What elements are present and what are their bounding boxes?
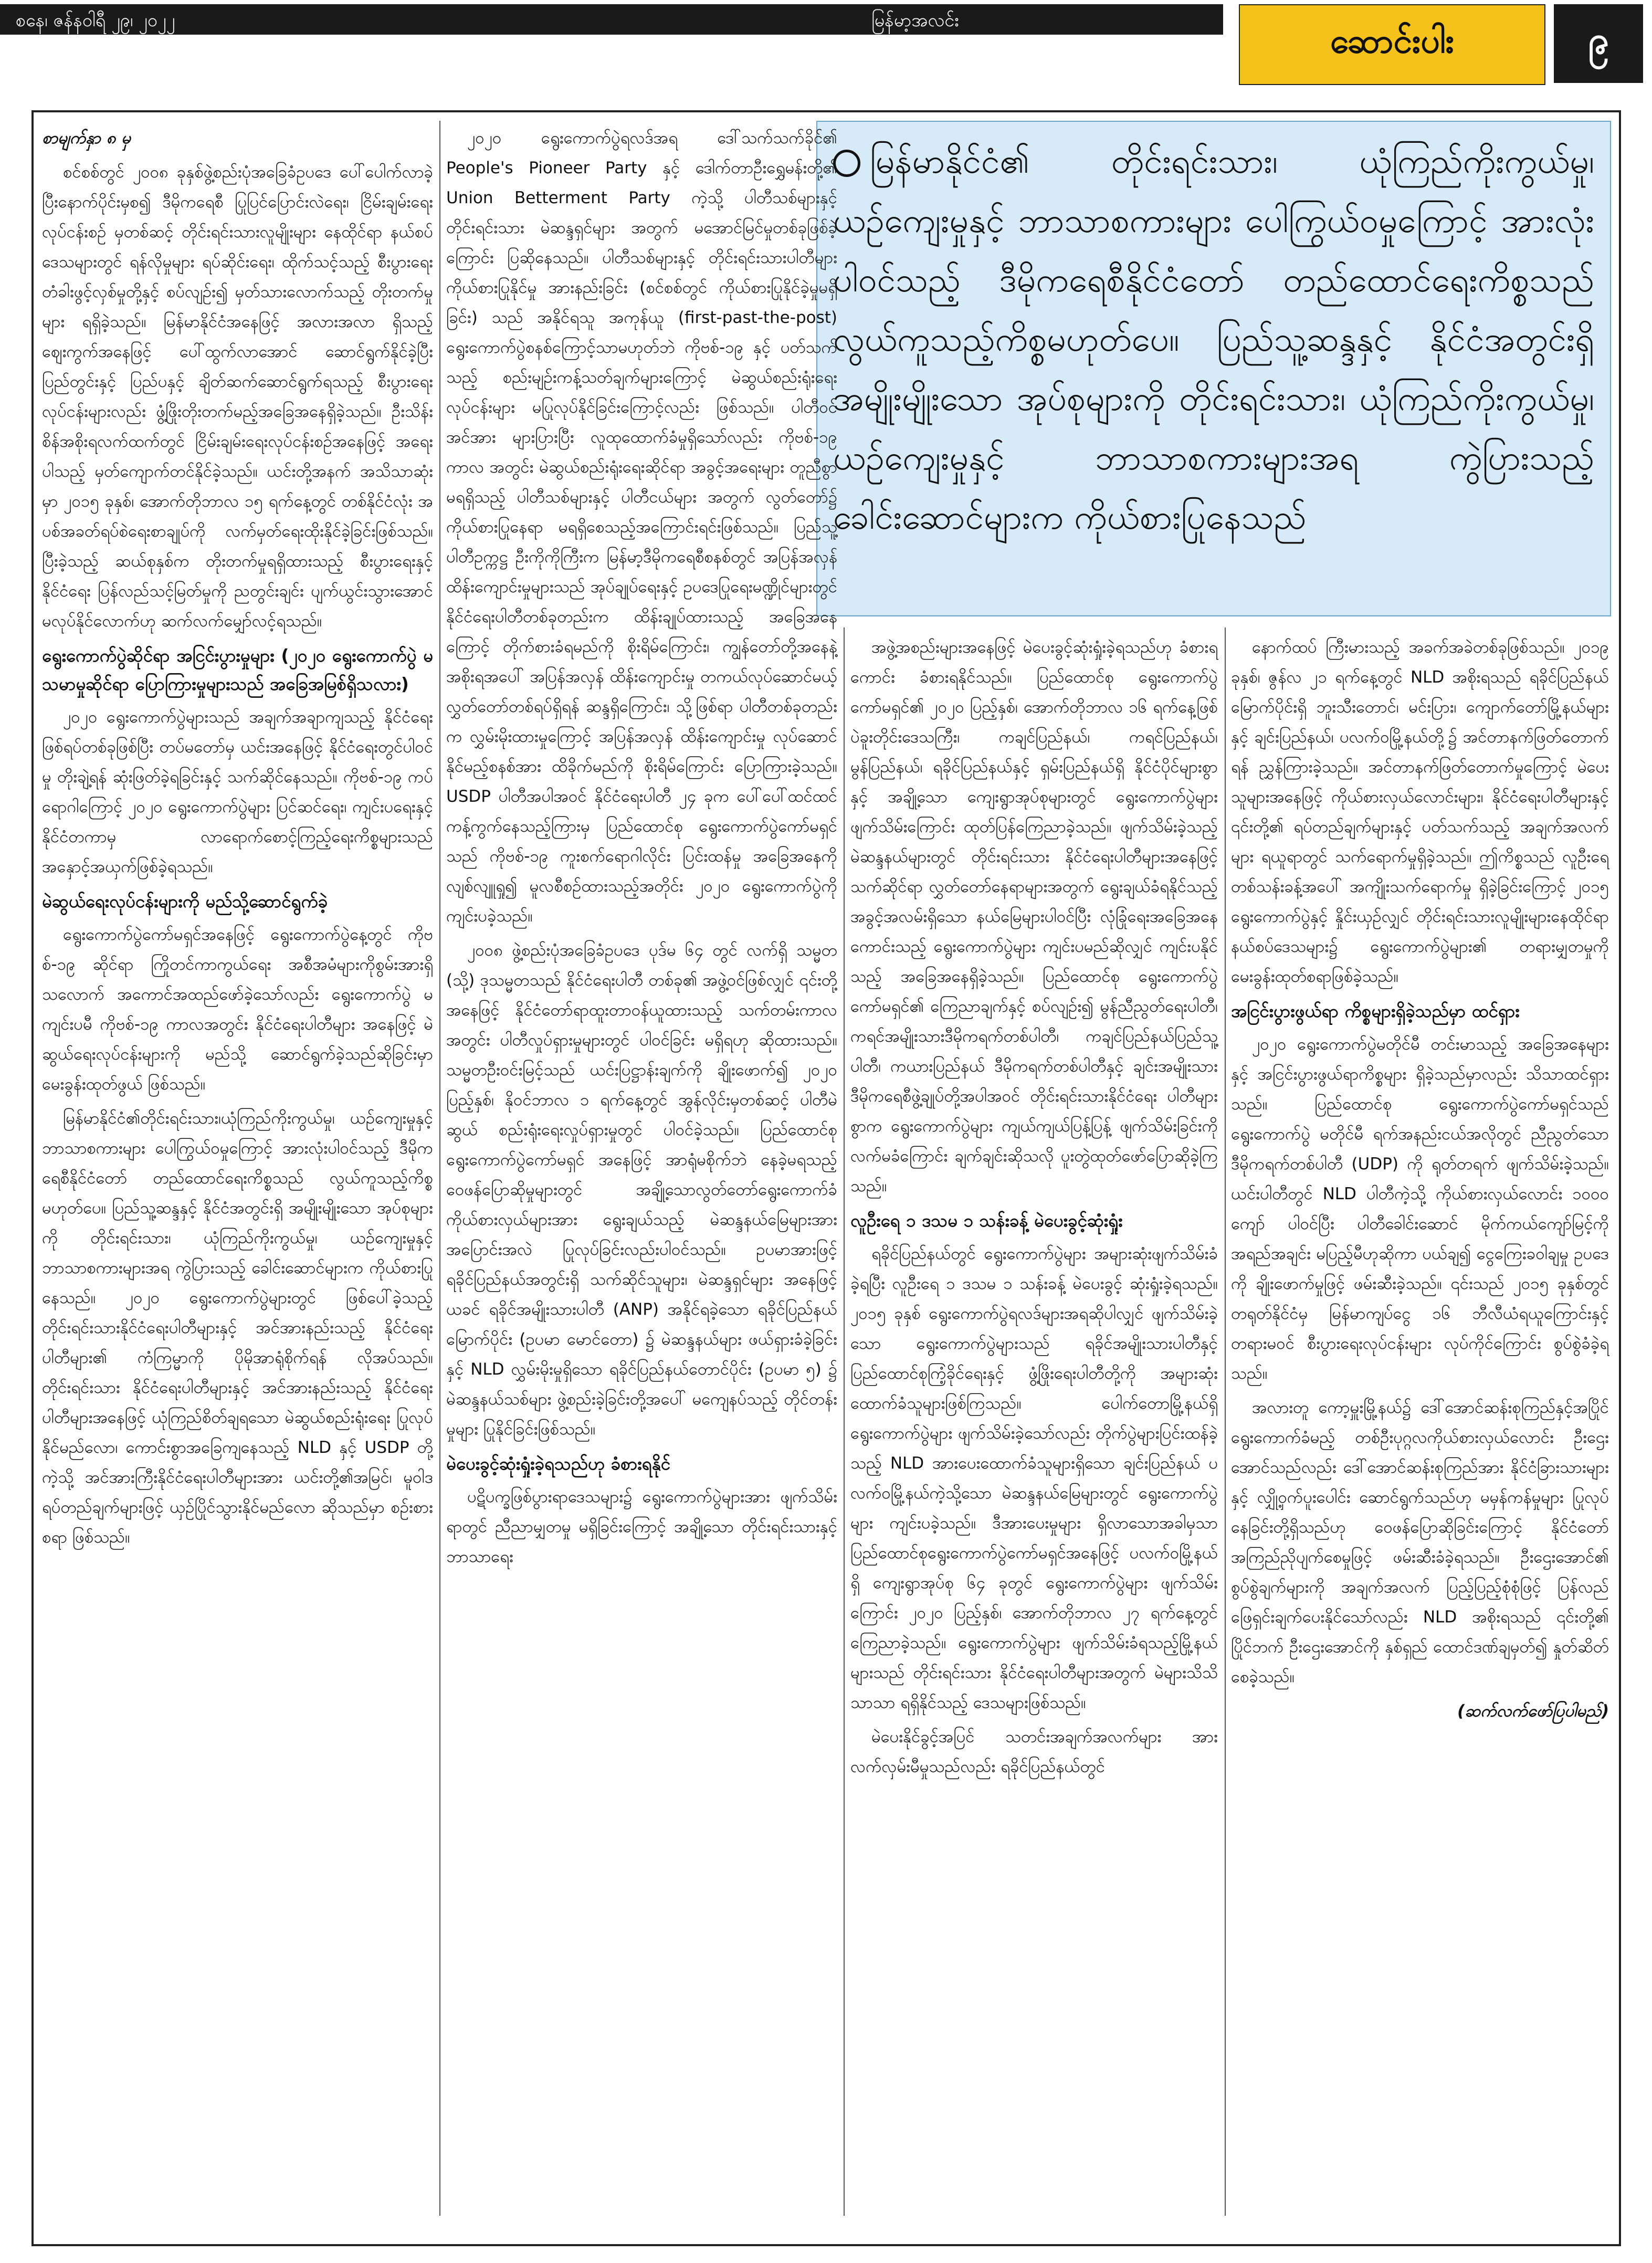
paragraph: မြန်မာနိုင်ငံ၏တိုင်းရင်းသား၊ယုံကြည်ကိုးကွယ်မှု၊ ယဉ်ကျေးမှုနှင့် ဘာသာစကားများ ပေါကြွယ်ဝမှုကြောင့် အားလုံးပါဝင်သည့် ဒီမိုကရေစီနိုင်ငံတော် တည်ထောင်ရေးကိစ္စသည် လွယ်ကူသည့်ကိစ္စ မဟုတ်ပေ။ ပြည်သူ့ဆန္ဒနှင့် နိုင်ငံအတွင်းရှိ အမျိုးမျိုးသော အုပ်စုများကို တိုင်းရင်းသား၊ ယုံကြည်ကိုးကွယ်မှု၊ ယဉ်ကျေးမှုနှင့် ဘာသာစကားများအရ ကွဲပြားသည့် ခေါင်းဆောင်များက ကိုယ်စားပြုနေသည်။ ၂၀၂၀ ရွေးကောက်ပွဲများတွင် ဖြစ်ပေါ်ခဲ့သည့် တိုင်းရင်းသားနိုင်ငံရေးပါတီများနှင့် အင်အားနည်းသည့် နိုင်ငံရေးပါတီများ၏ ကံကြမ္မာကို ပိုမိုအာရုံစိုက်ရန် လိုအပ်သည်။ တိုင်းရင်းသား နိုင်ငံရေးပါတီများနှင့် အင်အားနည်းသည့် နိုင်ငံရေးပါတီများအနေဖြင့် ယုံကြည်စိတ်ချရသော မဲဆွယ်စည်းရုံးရေး ပြုလုပ်နိုင်မည်လော၊ ကောင်းစွာအခြေကျနေသည့် NLD နှင့် USDP တို့ ကဲ့သို့ အင်အားကြီးနိုင်ငံရေးပါတီများအား ယင်းတို့၏အမြင်၊ မူဝါဒရပ်တည်ချက်များဖြင့် ယှဉ်ပြိုင်သွားနိုင်မည်လော ဆိုသည်မှာ စဉ်းစားစရာ ဖြစ်သည်။ bbox=[42, 1109, 433, 1547]
paragraph: ရွေးကောက်ပွဲကော်မရှင်အနေဖြင့် ရွေးကောက်ပွဲနေ့တွင် ကိုဗစ်-၁၉ ဆိုင်ရာ ကြိုတင်ကာကွယ်ရေး အစီအမံများကိုစွမ်းအားရှိသလောက် အကောင်အထည်ဖော်ခဲ့သော်လည်း ရွေးကောက်ပွဲ မကျင်းပမီ ကိုဗစ်-၁၉ ကာလအတွင်း နိုင်ငံရေးပါတီများ အနေဖြင့် မဲဆွယ်ရေးလုပ်ငန်းများကို မည်သို့ ဆောင်ရွက်ခဲ့သည်ဆိုခြင်းမှာ မေးခွန်းထုတ်ဖွယ် ဖြစ်သည်။ bbox=[42, 925, 433, 1094]
paragraph: အလားတူ ကော့မှူးမြို့နယ်၌ ဒေါ်အောင်ဆန်းစုကြည်နှင့်အပြိုင် ရွေးကောက်ခံမည့် တစ်ဦးပုဂ္ဂလကိုယ်စားလှယ်လောင်း ဦးဌေးအောင်သည်လည်း ဒေါ်အောင်ဆန်းစုကြည်အား နိုင်ငံခြားသားများနှင့် လျှို့ဝှက်ပူးပေါင်း ဆောင်ရွက်သည်ဟု မမှန်ကန်မှုများ ပြုလုပ်နေခြင်းတို့ရှိသည်ဟု ဝေဖန်ပြောဆိုခြင်းကြောင့် နိုင်ငံတော်အကြည်ညိုပျက်စေမှုဖြင့် ဖမ်းဆီးခံခဲ့ရသည်။ ဦးဌေးအောင်၏ စွပ်စွဲချက်များကို အချက်အလက် ပြည့်ပြည့်စုံစုံဖြင့် ပြန်လည်ဖြေရှင်းချက်ပေးနိုင်သော်လည်း NLD အစိုးရသည် ၎င်းတို့၏ ပြိုင်ဘက် ဦးဌေးအောင်ကို နှစ်ရှည် ထောင်ဒဏ်ချမှတ်၍ နှုတ်ဆိတ်စေခဲ့သည်။ bbox=[1231, 1398, 1609, 1686]
page-header bbox=[0, 0, 1652, 108]
subheading: လူဦးရေ ၁ ဒသမ ၁ သန်းခန့် မဲပေးခွင့်ဆုံးရှုံး bbox=[850, 1210, 1123, 1231]
subheading: ရွေးကောက်ပွဲဆိုင်ရာ အငြင်းပွားမှုများ (၂၀၂၀ ရွေးကောက်ပွဲ မသမာမှုဆိုင်ရာ ပြောကြားမှုများသည် အခြေအမြစ်ရှိသလား) bbox=[42, 645, 433, 694]
column-divider bbox=[844, 627, 845, 2216]
pull-quote-text: မြန်မာနိုင်ငံ၏ တိုင်းရင်းသား၊ ယုံကြည်ကိုးကွယ်မှု၊ ယဉ်ကျေးမှုနှင့် ဘာသာစကားများ ပေါကြွယ်ဝမှုကြောင့် အားလုံးပါဝင်သည့် ဒီမိုကရေစီနိုင်ငံတော် တည်ထောင်ရေးကိစ္စသည် လွယ်ကူသည့်ကိစ္စမဟုတ်ပေ။ ပြည်သူ့ဆန္ဒနှင့် နိုင်ငံအတွင်းရှိ အမျိုးမျိုးသော အုပ်စုများကို တိုင်းရင်းသား၊ ယုံကြည်ကိုးကွယ်မှု၊ ယဉ်ကျေးမှုနှင့် ဘာသာစကားများအရ ကွဲပြားသည့် ခေါင်းဆောင်များက ကိုယ်စားပြုနေသည် bbox=[833, 142, 1594, 537]
paragraph: ၂၀၂၀ ရွေးကောက်ပွဲမတိုင်မီ တင်းမာသည့် အခြေအနေများနှင့် အငြင်းပွားဖွယ်ရာကိစ္စများ ရှိခဲ့သည်မှာလည်း သိသာထင်ရှားသည်။ ပြည်ထောင်စု ရွေးကောက်ပွဲကော်မရှင်သည် ရွေးကောက်ပွဲ မတိုင်မီ ရက်အနည်းငယ်အလိုတွင် ညီညွတ်သော ဒီမိုကရက်တစ်ပါတီ (UDP) ကို ရုတ်တရက် ဖျက်သိမ်းခဲ့သည်။ ယင်းပါတီတွင် NLD ပါတီကဲ့သို့ ကိုယ်စားလှယ်လောင်း ၁၀၀၀ ကျော် ပါဝင်ပြီး ပါတီခေါင်းဆောင် မိုက်ကယ်ကျော်မြင့်ကို အရည်အချင်း မပြည့်မီဟုဆိုကာ ပယ်ချ၍ ငွေကြေးခဝါချမှု ဥပဒေကို ချိုးဖောက်မှုဖြင့် ဖမ်းဆီးခဲ့သည်။ ၎င်းသည် ၂၀၁၅ ခုနှစ်တွင် တရုတ်နိုင်ငံမှ မြန်မာကျပ်ငွေ ၁၆ ဘီလီယံရယူကြောင်းနှင့် တရားမဝင် စီးပွားရေးလုပ်ငန်းများ လုပ်ကိုင်ကြောင်း စွပ်စွဲခံခဲ့ရသည်။ bbox=[1231, 1035, 1609, 1383]
paragraph: စင်စစ်တွင် ၂၀၀၈ ခုနှစ်ဖွဲ့စည်းပုံအခြေခံဥပဒေ ပေါ်ပေါက်လာခဲ့ပြီးနောက်ပိုင်းမှစ၍ ဒီမိုကရေစီ ပြုပြင်ပြောင်းလဲရေး၊ ငြိမ်းချမ်းရေးလုပ်ငန်းစဉ် မှတစ်ဆင့် တိုင်းရင်းသားလူမျိုးများ နေထိုင်ရာ နယ်စပ်ဒေသများတွင် ရန်လိုမှုများ ရပ်ဆိုင်းရေး၊ ထိုက်သင့်သည့် စီးပွားရေးတံခါးဖွင့်လှစ်မှုတို့နှင့် စပ်လျဉ်း၍ မှတ်သားလောက်သည့် တိုးတက်မှုများ ရရှိခဲ့သည်။ မြန်မာနိုင်ငံအနေဖြင့် အလားအလာ ရှိသည့် ဈေးကွက်အနေဖြင့် ပေါ်ထွက်လာအောင် ဆောင်ရွက်နိုင်ခဲ့ပြီး ပြည်တွင်းနှင့် ပြည်ပနှင့် ချိတ်ဆက်ဆောင်ရွက်ရသည့် စီးပွားရေးလုပ်ငန်းများလည်း ဖွံ့ဖြိုးတိုးတက်မည့်အခြေအနေရှိခဲ့သည်။ ဦးသိန်းစိန်အစိုးရလက်ထက်တွင် ငြိမ်းချမ်းရေးလုပ်ငန်းစဉ်အနေဖြင့် အရေးပါသည့် မှတ်ကျောက်တင်နိုင်ခဲ့သည်။ ယင်းတို့အနက် အသိသာဆုံးမှာ ၂၀၁၅ ခုနှစ်၊ အောက်တိုဘာလ ၁၅ ရက်နေ့တွင် တစ်နိုင်ငံလုံး အပစ်အခတ်ရပ်စဲရေးစာချုပ်ကို လက်မှတ်ရေးထိုးနိုင်ခဲ့ခြင်းဖြစ်သည်။ ပြီးခဲ့သည့် ဆယ်စုနှစ်က တိုးတက်မှုရရှိထားသည့် စီးပွားရေးနှင့် နိုင်ငံရေး ပြန်လည်သင့်မြတ်မှုကို ညတွင်းချင်း ပျက်ယွင်းသွားအောင် မလုပ်နိုင်လောက်ဟု ဆက်လက်မျှော်လင့်ရသည်။ bbox=[42, 163, 433, 631]
paragraph: ၂၀၂၀ ရွေးကောက်ပွဲရလဒ်အရ ဒေါ်သက်သက်ခိုင်၏ People's Pioneer Party နှင့် ဒေါက်တာဦးရွှေမန်းတို့၏ Union Betterment Party ကဲ့သို့ ပါတီသစ်များနှင့် တိုင်းရင်းသား မဲဆန္ဒရှင်များ အတွက် မအောင်မြင်မှုတစ်ခုဖြစ်ခဲ့ကြောင်း ပြဆိုနေသည်။ ပါတီသစ်များနှင့် တိုင်းရင်းသားပါတီများ ကိုယ်စားပြုနိုင်မှု အားနည်းခြင်း (စင်စစ်တွင် ကိုယ်စားပြုနိုင်ခဲ့မှုမရှိခြင်း) သည် အနိုင်ရသူ အကုန်ယူ (first-past-the-post) ရွေးကောက်ပွဲစနစ်ကြောင့်သာမဟုတ်ဘဲ ကိုဗစ်-၁၉ နှင့် ပတ်သက်သည့် စည်းမျဉ်းကန့်သတ်ချက်များကြောင့် မဲဆွယ်စည်းရုံးရေးလုပ်ငန်းများ မပြုလုပ်နိုင်ခြင်းကြောင့်လည်း ဖြစ်သည်။ ပါတီဝင်အင်အား များပြားပြီး လူထုထောက်ခံမှုရှိသော်လည်း ကိုဗစ်-၁၉ ကာလ အတွင်း မဲဆွယ်စည်းရုံးရေးဆိုင်ရာ အခွင့်အရေးများ တူညီစွာမရရှိသည့် ပါတီသစ်များနှင့် ပါတီငယ်များ အတွက် လွတ်တော်၌ ကိုယ်စားပြုနေရာ မရရှိစေသည့်အကြောင်းရင်းဖြစ်သည်။ ပြည်သူ့ပါတီဥက္ကဋ္ဌ ဦးကိုကိုကြီးက မြန်မာ့ဒီမိုကရေစီစနစ်တွင် အပြန်အလှန် ထိန်းကျောင်းမှုများသည် အုပ်ချုပ်ရေးနှင့် ဥပဒေပြုရေးမဏ္ဍိုင်များတွင် နိုင်ငံရေးပါတီတစ်ခုတည်းက ထိန်းချုပ်ထားသည့် အခြေအနေကြောင့် တိုက်စားခံရမည်ကို စိုးရိမ်ကြောင်း၊ ကျွန်တော်တို့အနေနဲ့ အစိုးရအပေါ် အပြန်အလှန် ထိန်းကျောင်းမှု တကယ်လုပ်ဆောင်မယ့် လွှတ်တော်တစ်ရပ်ရှိရန် ဆန္ဒရှိကြောင်း၊ သို့ဖြစ်ရာ ပါတီတစ်ခုတည်းက လွှမ်းမိုးထားမှုကြောင့် အပြန်အလှန် ထိန်းကျောင်းမှု လုပ်ဆောင်နိုင်မည့်စနစ်အား ထိခိုက်မည်ကို စိုးရိမ်ကြောင်း ပြောကြားခဲ့သည်။ USDP ပါတီအပါအဝင် နိုင်ငံရေးပါတီ ၂၄ ခုက ပေါ်ပေါ်ထင်ထင် ကန့်ကွက်နေသည့်ကြားမှ ပြည်ထောင်စု ရွေးကောက်ပွဲကော်မရှင်သည် ကိုဗစ်-၁၉ ကူးစက်ရောဂါလိုင်း ပြင်းထန်မှု အခြေအနေကို လျစ်လျူရှု၍ မူလစီစဉ်ထားသည့်အတိုင်း ၂၀၂၀ ရွေးကောက်ပွဲကို ကျင်းပခဲ့သည်။ bbox=[446, 129, 837, 926]
issue-date: စနေ၊ ဇန်နဝါရီ ၂၉၊ ၂၀၂၂ bbox=[16, 10, 175, 31]
paragraph: ပဋိပက္ခဖြစ်ပွားရာဒေသများ၌ ရွေးကောက်ပွဲများအား ဖျက်သိမ်းရာတွင် ညီညာမျှတမှု မရှိခြင်းကြောင့် အချို့သော တိုင်းရင်းသားနှင့် ဘာသာရေး bbox=[446, 1487, 837, 1566]
paragraph: ၂၀၀၈ ဖွဲ့စည်းပုံအခြေခံဥပဒေ ပုဒ်မ ၆၄ တွင် လက်ရှိ သမ္မတ (သို့) ဒုသမ္မတသည် နိုင်ငံရေးပါတီ တစ်ခု၏ အဖွဲ့ဝင်ဖြစ်လျှင် ၎င်းတို့အနေဖြင့် နိုင်ငံတော်ရာထူးတာဝန်ယူထားသည့် သက်တမ်းကာလအတွင်း ပါတီလှုပ်ရှားမှုများတွင် ပါဝင်ခြင်း မရှိရဟု ဆိုထားသည်။ သမ္မတဦးဝင်းမြင့်သည် ယင်းပြဋ္ဌာန်းချက်ကို ချိုးဖောက်၍ ၂၀၂၀ ပြည့်နှစ်၊ နိုဝင်ဘာလ ၁ ရက်နေ့တွင် အွန်လိုင်းမှတစ်ဆင့် ပါတီမဲဆွယ် စည်းရုံးရေးလှုပ်ရှားမှုတွင် ပါဝင်ခဲ့သည်။ ပြည်ထောင်စု ရွေးကောက်ပွဲကော်မရှင် အနေဖြင့် အာရုံမစိုက်ဘဲ နေခဲ့မရသည့် ဝေဖန်ပြောဆိုမှုများတွင် အချို့သောလွတ်တော်ရွေးကောက်ခံကိုယ်စားလှယ်များအား ရွေးချယ်သည့် မဲဆန္ဒနယ်မြေများအား အပြောင်းအလဲ ပြုလုပ်ခြင်းလည်းပါဝင်သည်။ ဥပမာအားဖြင့် ရခိုင်ပြည်နယ်အတွင်းရှိ သက်ဆိုင်သူများ၊ မဲဆန္ဒရှင်များ အနေဖြင့် ယခင် ရခိုင်အမျိုးသားပါတီ (ANP) အနိုင်ရခဲ့သော ရခိုင်ပြည်နယ်မြောက်ပိုင်း (ဥပမာ မောင်တော) ၌ မဲဆန္ဒနယ်များ ဖယ်ရှားခံခဲ့ခြင်းနှင့် NLD လွှမ်းမိုးမှုရှိသော ရခိုင်ပြည်နယ်တောင်ပိုင်း (ဥပမာ ၅) ၌ မဲဆန္ဒနယ်သစ်များ ဖွဲ့စည်းခဲ့ခြင်းတို့အပေါ် မကျေနပ်သည့် တိုင်တန်းမှုများ ပြုနိုင်ခြင်းဖြစ်သည်။ bbox=[446, 941, 837, 1439]
article-column-3 bbox=[850, 633, 1218, 2213]
pull-quote-box bbox=[816, 121, 1611, 616]
continued-from: စာမျက်နှာ ၈ မှ bbox=[42, 129, 131, 148]
column-divider bbox=[439, 121, 440, 2216]
pull-quote bbox=[833, 132, 1594, 548]
article-column-1 bbox=[42, 123, 433, 2213]
paragraph: မဲပေးနိုင်ခွင့်အပြင် သတင်းအချက်အလက်များ အား လက်လှမ်းမီမှုသည်လည်း ရခိုင်ပြည်နယ်တွင် bbox=[850, 1727, 1218, 1776]
continued-note: (ဆက်လက်ဖော်ပြပါမည်) bbox=[1457, 1702, 1609, 1721]
section-label: ဆောင်းပါး bbox=[1239, 4, 1545, 85]
paragraph: အဖွဲ့အစည်းများအနေဖြင့် မဲပေးခွင့်ဆုံးရှုံးခဲ့ရသည်ဟု ခံစားရကောင်း ခံစားရနိုင်သည်။ ပြည်ထောင်စု ရွေးကောက်ပွဲကော်မရှင်၏ ၂၀၂၀ ပြည့်နှစ်၊ အောက်တိုဘာလ ၁၆ ရက်နေ့ဖြစ် ပဲခူးတိုင်းဒေသကြီး၊ ကချင်ပြည်နယ်၊ ကရင်ပြည်နယ်၊ မွန်ပြည်နယ်၊ ရခိုင်ပြည်နယ်နှင့် ရှမ်းပြည်နယ်ရှိ နိုင်ငံပိုင်များစွာနှင့် အချို့သော ကျေးရွာအုပ်စုများတွင် ရွေးကောက်ပွဲများ ဖျက်သိမ်းကြောင်း ထုတ်ပြန်ကြေညာခဲ့သည်။ ဖျက်သိမ်းခဲ့သည့် မဲဆန္ဒနယ်များတွင် တိုင်းရင်းသား နိုင်ငံရေးပါတီများအနေဖြင့် သက်ဆိုင်ရာ လွှတ်တော်နေရာများအတွက် ရွေးချယ်ခံရနိုင်သည့် အခွင့်အလမ်းရှိသော နယ်မြေများပါဝင်ပြီး လုံခြုံရေးအခြေအနေကောင်းသည့် ရွေးကောက်ပွဲများ ကျင်းပမည်ဆိုလျှင် ကျင်းပနိုင်သည့် အခြေအနေရှိခဲ့သည်။ ပြည်ထောင်စု ရွေးကောက်ပွဲကော်မရှင်၏ ကြေညာချက်နှင့် စပ်လျဉ်း၍ မွန်ညီညွတ်ရေးပါတီ၊ ကရင်အမျိုးသားဒီမိုကရက်တစ်ပါတီ၊ ကချင်ပြည်နယ်ပြည်သူ့ပါတီ၊ ကယားပြည်နယ် ဒီမိုကရက်တစ်ပါတီနှင့် ချင်းအမျိုးသား ဒီမိုကရေစီဖွဲ့ချုပ်တို့အပါအဝင် တိုင်းရင်းသားနိုင်ငံရေး ပါတီများစွာက ရွေးကောက်ပွဲများ ကျယ်ကျယ်ပြန့်ပြန့် ဖျက်သိမ်းခြင်းကို လက်မခံကြောင်း ချက်ချင်းဆိုသလို ပူးတွဲထုတ်ဖော်ပြောဆိုခဲ့ကြသည်။ bbox=[850, 638, 1218, 1196]
header-bar bbox=[0, 4, 1223, 35]
article-column-2 bbox=[446, 123, 837, 2213]
subheading: မဲပေးခွင့်ဆုံးရှုံးခဲ့ရသည်ဟု ခံစားရနိုင် bbox=[446, 1453, 670, 1474]
column-divider bbox=[1225, 627, 1226, 2216]
subheading: မဲဆွယ်ရေးလုပ်ငန်းများကို မည်သို့ဆောင်ရွက်ခဲ့ bbox=[42, 891, 328, 912]
newspaper-name: မြန်မာ့အလင်း bbox=[871, 10, 959, 31]
subheading: အငြင်းပွားဖွယ်ရာ ကိစ္စများရှိခဲ့သည်မှာ ထင်ရှား bbox=[1231, 1001, 1520, 1021]
paragraph: နောက်ထပ် ကြီးမားသည့် အခက်အခဲတစ်ခုဖြစ်သည်။ ၂၀၁၉ ခုနှစ်၊ ဇွန်လ ၂၁ ရက်နေ့တွင် NLD အစိုးရသည် ရခိုင်ပြည်နယ်မြောက်ပိုင်းရှိ ဘူးသီးတောင်၊ မင်းပြား၊ ကျောက်တော်မြို့နယ်များနှင့် ချင်းပြည်နယ်၊ ပလက်ဝမြို့နယ်တို့၌ အင်တာနက်ဖြတ်တောက်ရန် ညွှန်ကြားခဲ့သည်။ အင်တာနက်ဖြတ်တောက်မှုကြောင့် မဲပေးသူများအနေဖြင့် ကိုယ်စားလှယ်လောင်းများ၊ နိုင်ငံရေးပါတီများနှင့် ၎င်းတို့၏ ရပ်တည်ချက်များနှင့် ပတ်သက်သည့် အချက်အလက်များ ရယူရာတွင် သက်ရောက်မှုရှိခဲ့သည်။ ဤကိစ္စသည် လူဦးရေ တစ်သန်းခန့်အပေါ် အကျိုးသက်ရောက်မှု ရှိခဲ့ခြင်းကြောင့် ၂၀၁၅ ရွေးကောက်ပွဲနှင့် နှိုင်းယှဉ်လျှင် တိုင်းရင်းသားလူမျိုးများနေထိုင်ရာ နယ်စပ်ဒေသများ၌ ရွေးကောက်ပွဲများ၏ တရားမျှတမှုကို မေးခွန်းထုတ်စရာဖြစ်ခဲ့သည်။ bbox=[1231, 638, 1609, 986]
paragraph: ၂၀၂၀ ရွေးကောက်ပွဲများသည် အချက်အချာကျသည့် နိုင်ငံရေးဖြစ်ရပ်တစ်ခုဖြစ်ပြီး တပ်မတော်မှ ယင်းအနေဖြင့် နိုင်ငံရေးတွင်ပါဝင်မှု တိုးချဲ့ရန် ဆုံးဖြတ်ခဲ့ရခြင်းနှင့် သက်ဆိုင်နေသည်။ ကိုဗစ်-၁၉ ကပ်ရောဂါကြောင့် ၂၀၂၀ ရွေးကောက်ပွဲများ ပြင်ဆင်ရေး၊ ကျင်းပရေးနှင့် နိုင်ငံတကာမှ လာရောက်စောင့်ကြည့်ရေးကိစ္စများသည် အနှောင့်အယှက်ဖြစ်ခဲ့ရသည်။ bbox=[42, 708, 433, 876]
article-column-4 bbox=[1231, 633, 1609, 2213]
page-number: ၉ bbox=[1554, 4, 1643, 83]
paragraph: ရခိုင်ပြည်နယ်တွင် ရွေးကောက်ပွဲများ အများဆုံးဖျက်သိမ်းခံခဲ့ရပြီး လူဦးရေ ၁ ဒသမ ၁ သန်းခန့် မဲပေးခွင့် ဆုံးရှုံးခဲ့ရသည်။ ၂၀၁၅ ခုနှစ် ရွေးကောက်ပွဲရလဒ်များအရဆိုပါလျှင် ဖျက်သိမ်းခဲ့သော ရွေးကောက်ပွဲများသည် ရခိုင်အမျိုးသားပါတီနှင့် ပြည်ထောင်စုကြံ့ခိုင်ရေးနှင့် ဖွံ့ဖြိုးရေးပါတီတို့ကို အများဆုံးထောက်ခံသူများဖြစ်ကြသည်။ ပေါက်တောမြို့နယ်ရှိ ရွေးကောက်ပွဲများ ဖျက်သိမ်းခဲ့သော်လည်း တိုက်ပွဲများပြင်းထန်ခဲ့သည့် NLD အားပေးထောက်ခံသူများရှိသော ချင်းပြည်နယ် ပလက်ဝမြို့နယ်ကဲ့သို့သော မဲဆန္ဒနယ်မြေများတွင် ရွေးကောက်ပွဲများ ကျင်းပခဲ့သည်။ ဒီအားပေးမှုများ ရှိလာသောအခါမှသာ ပြည်ထောင်စုရွေးကောက်ပွဲကော်မရှင်အနေဖြင့် ပလက်ဝမြို့နယ်ရှိ ကျေးရွာအုပ်စု ၆၄ ခုတွင် ရွေးကောက်ပွဲများ ဖျက်သိမ်းကြောင်း ၂၀၂၀ ပြည့်နှစ်၊ အောက်တိုဘာလ ၂၇ ရက်နေ့တွင် ကြေညာခဲ့သည်။ ရွေးကောက်ပွဲများ ဖျက်သိမ်းခံရသည့်မြို့နယ်များသည် တိုင်းရင်းသား နိုင်ငံရေးပါတီများအတွက် မဲများသိသိသာသာ ရရှိနိုင်သည့် ဒေသများဖြစ်သည်။ bbox=[850, 1244, 1218, 1712]
